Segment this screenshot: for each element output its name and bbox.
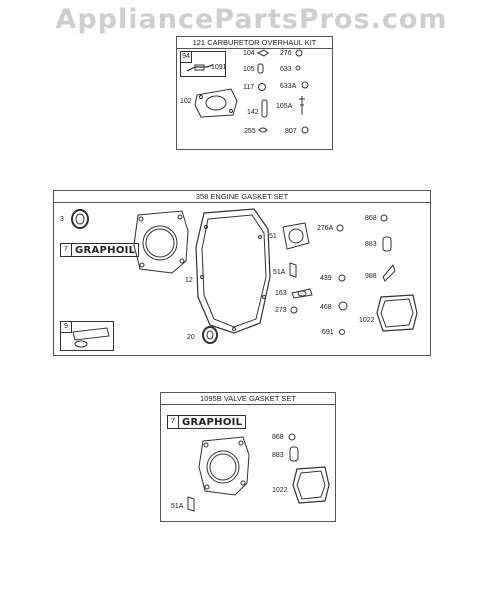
part-807-icon[interactable] (301, 126, 309, 134)
part-117-icon[interactable] (257, 82, 267, 92)
label-117[interactable]: 117 (243, 84, 255, 91)
carburetor-kit-title: 121 CARBURETOR OVERHAUL KIT (177, 37, 332, 49)
part-255-icon[interactable] (258, 126, 268, 134)
graphoil-brand-valve: GRAPHOIL (182, 416, 243, 428)
part-883-icon[interactable] (381, 235, 393, 253)
label-102[interactable]: 102 (180, 98, 192, 105)
part-104-icon[interactable] (257, 49, 269, 57)
label-633A[interactable]: 633A (280, 83, 297, 90)
part-51A-icon[interactable] (288, 261, 298, 279)
label-104[interactable]: 104 (243, 50, 255, 57)
label-868-valve[interactable]: 868 (272, 434, 284, 441)
part-988-icon[interactable] (381, 263, 397, 283)
part-9-number: 9 (61, 322, 72, 333)
oil-seal-20-part[interactable] (200, 325, 220, 345)
part-276-icon[interactable] (295, 49, 303, 57)
label-691[interactable]: 691 (322, 329, 334, 336)
part-691-icon[interactable] (338, 328, 346, 336)
part-94-number: 94 (181, 52, 192, 63)
label-633[interactable]: 633 (280, 66, 292, 73)
part-439-icon[interactable] (338, 274, 346, 282)
label-439[interactable]: 439 (320, 275, 332, 282)
label-105A[interactable]: 105A (276, 103, 293, 110)
label-807[interactable]: 807 (285, 128, 297, 135)
valve-gasket-title: 1095B VALVE GASKET SET (161, 393, 335, 405)
watermark: AppliancePartsPros.com (55, 4, 448, 35)
label-3[interactable]: 3 (60, 216, 64, 223)
part-105-icon[interactable] (257, 63, 265, 75)
cylinder-head-gasket-part[interactable] (132, 209, 190, 275)
label-142[interactable]: 142 (247, 109, 259, 116)
part-105A-icon[interactable] (297, 95, 307, 117)
label-988[interactable]: 988 (365, 273, 377, 280)
label-468[interactable]: 468 (320, 304, 332, 311)
label-51[interactable]: 51 (269, 233, 277, 240)
cylinder-head-gasket-valve-part[interactable] (197, 435, 251, 497)
part-868-icon[interactable] (380, 214, 388, 222)
label-163[interactable]: 163 (275, 290, 287, 297)
graphoil-number: 7 (61, 244, 72, 256)
part-883-valve-icon[interactable] (288, 445, 300, 463)
valve-gasket-panel (160, 392, 336, 522)
graphoil-number-valve: 7 (168, 416, 179, 428)
graphoil-label[interactable] (60, 243, 139, 257)
oil-seal-3-part[interactable] (68, 207, 92, 231)
crankcase-gasket-part[interactable] (194, 207, 272, 335)
part-868-valve-icon[interactable] (288, 433, 296, 441)
label-51A[interactable]: 51A (273, 269, 286, 276)
graphoil-brand: GRAPHOIL (75, 244, 136, 256)
label-1022-valve[interactable]: 1022 (272, 487, 288, 494)
engine-gasket-panel (53, 190, 431, 356)
carburetor-gasket-part[interactable] (193, 87, 239, 119)
part-276A-icon[interactable] (336, 224, 344, 232)
intake-gasket-part (71, 326, 111, 348)
carburetor-kit-panel (176, 36, 333, 150)
label-273[interactable]: 273 (275, 307, 287, 314)
label-883[interactable]: 883 (365, 241, 377, 248)
part-142-icon[interactable] (261, 99, 269, 119)
label-20[interactable]: 20 (187, 334, 195, 341)
label-12[interactable]: 12 (185, 277, 193, 284)
engine-gasket-title: 358 ENGINE GASKET SET (54, 191, 430, 203)
graphoil-label-valve[interactable] (167, 415, 246, 429)
label-255[interactable]: 255 (244, 128, 256, 135)
valve-cover-gasket-valve-part[interactable] (291, 465, 331, 505)
part-51-icon[interactable] (279, 221, 311, 251)
label-276A[interactable]: 276A (317, 225, 334, 232)
part-51A-valve-icon[interactable] (186, 495, 196, 513)
valve-cover-gasket-part[interactable] (375, 293, 419, 333)
part-273-icon[interactable] (290, 306, 298, 314)
label-883-valve[interactable]: 883 (272, 452, 284, 459)
part-468-icon[interactable] (338, 301, 348, 311)
part-633A-icon[interactable] (301, 81, 309, 89)
part-163-icon[interactable] (290, 287, 314, 299)
label-1091[interactable]: 1091 (211, 64, 227, 71)
label-276[interactable]: 276 (280, 50, 292, 57)
label-51A-valve[interactable]: 51A (171, 503, 184, 510)
label-868[interactable]: 868 (365, 215, 377, 222)
label-1022[interactable]: 1022 (359, 317, 375, 324)
label-105[interactable]: 105 (243, 66, 255, 73)
part-9-box[interactable] (60, 321, 114, 351)
part-633-icon[interactable] (295, 65, 301, 71)
